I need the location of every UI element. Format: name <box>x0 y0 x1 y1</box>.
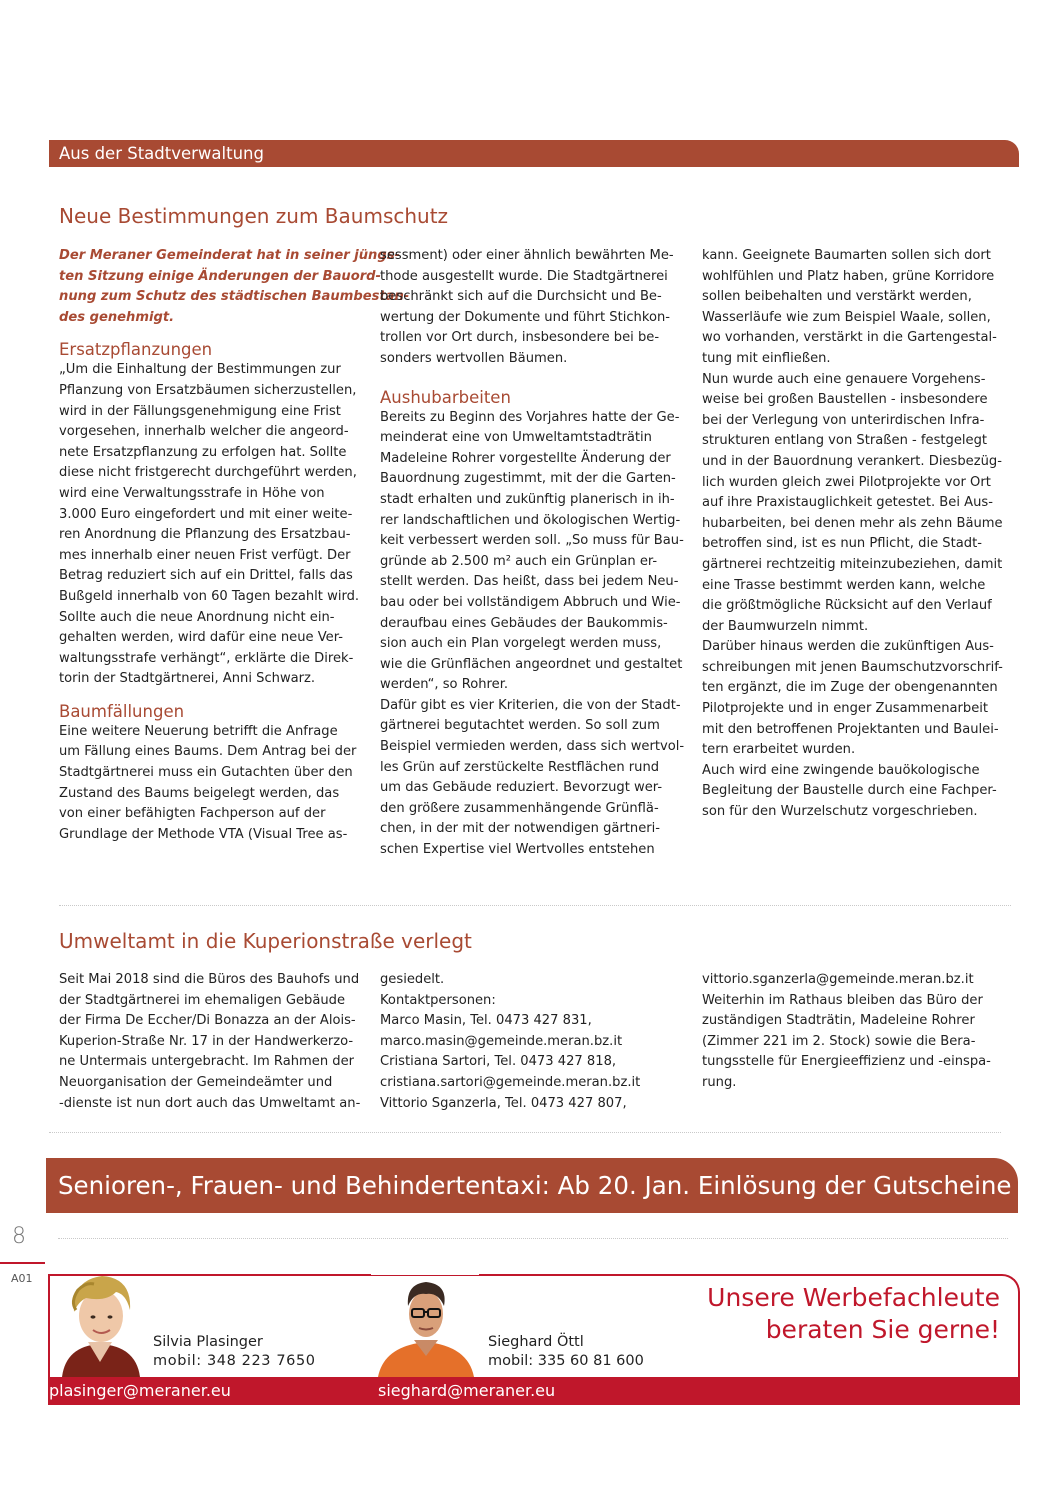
paragraph-ersatzpflanzungen <box>59 360 371 690</box>
subheading-ersatzpflanzungen: Ersatzpflanzungen <box>59 340 213 360</box>
text-line: Grundlage der Methode VTA (Visual Tree as- <box>59 826 348 842</box>
text-line: stadt erhalten und zukünftig planerisch in ih- <box>380 491 675 507</box>
text-line: Bereits zu Beginn des Vorjahres hatte der Ge- <box>380 409 680 425</box>
text-line: Darüber hinaus werden die zukünftigen Aus- <box>702 639 994 655</box>
text-line: tung mit einfließen. <box>702 350 831 366</box>
text-line: Marco Masin, Tel. 0473 427 831, <box>380 1013 592 1029</box>
text-line: deraufbau eines Gebäudes der Baukommis- <box>380 615 668 631</box>
text-line: nete Ersatzpflanzung zu erfolgen hat. Sollte <box>59 444 347 460</box>
text-line: Nun wurde auch eine genauere Vorgehens- <box>702 371 986 387</box>
ad-headline-line2: beraten Sie gerne! <box>765 1315 1000 1344</box>
text-line: Begleitung der Baustelle durch eine Fachper- <box>702 783 997 799</box>
text-line: Sollte auch die neue Anordnung nicht ein- <box>59 609 335 625</box>
text-line: ten Sitzung einige Änderungen der Bauord- <box>59 268 381 284</box>
text-line: wohlfühlen und Platz haben, grüne Korridore <box>702 268 995 284</box>
text-line: Bußgeld innerhalb von 60 Tagen bezahlt wird. <box>59 588 360 604</box>
paragraph-col3 <box>702 246 1014 823</box>
text-line: son für den Wurzelschutz vorgeschrieben. <box>702 804 978 820</box>
text-line: (Zimmer 221 im 2. Stock) sowie die Bera- <box>702 1033 976 1049</box>
text-line: vittorio.sganzerla@gemeinde.meran.bz.it <box>702 972 974 987</box>
article2-title: Umweltamt in die Kuperionstraße verlegt <box>59 929 472 953</box>
text-line: „Um die Einhaltung der Bestimmungen zur <box>59 362 341 378</box>
text-line: 3.000 Euro eingefordert und mit einer weite- <box>59 506 353 522</box>
text-line: Bauordnung zugestimmt, mit der die Garten- <box>380 471 676 487</box>
text-line: gärtnerei rechtzeitig miteinzubeziehen, damit <box>702 556 1003 572</box>
text-line: vorgesehen, innerhalb welcher die angeord- <box>59 424 349 440</box>
text-line: des genehmigt. <box>59 309 175 325</box>
portrait-silvia-plasinger <box>60 1272 142 1377</box>
text-line: auf ihre Praxistauglichkeit getestet. Bei Aus- <box>702 495 993 511</box>
article2-column-2 <box>380 970 692 1114</box>
text-line: Pilotprojekte und in enger Zusammenarbeit <box>702 701 989 717</box>
text-line: und in der Bauordnung verankert. Diesbezüg- <box>702 453 1002 469</box>
person1-name: Silvia Plasinger <box>153 1334 263 1350</box>
text-line: Zustand des Baums beigelegt werden, das <box>59 785 340 801</box>
ad-headline <box>640 1282 1000 1346</box>
article-column-2 <box>380 246 692 861</box>
page-code: A01 <box>11 1272 33 1285</box>
text-line: torin der Stadtgärtnerei, Anni Schwarz. <box>59 671 316 687</box>
text-line: thode ausgestellt wurde. Die Stadtgärtnerei <box>380 268 668 284</box>
text-line: cristiana.sartori@gemeinde.meran.bz.it <box>380 1074 641 1090</box>
paragraph-baumfaellungen <box>59 722 371 846</box>
article-column-3 <box>702 246 1014 823</box>
text-line: nung zum Schutz des städtischen Baumbestan- <box>59 289 410 305</box>
banner-text: Senioren-, Frauen- und Behindertentaxi: Ab 20. Jan. Einlösung der Gutscheine <box>58 1171 1012 1200</box>
divider-3 <box>58 1238 1008 1239</box>
article2-paragraph-3 <box>702 970 1014 1094</box>
text-line: Cristiana Sartori, Tel. 0473 427 818, <box>380 1054 617 1070</box>
text-line: Eine weitere Neuerung betrifft die Anfrage <box>59 723 338 739</box>
text-line: von einer befähigten Fachperson auf der <box>59 806 326 822</box>
article-title: Neue Bestimmungen zum Baumschutz <box>59 204 449 228</box>
text-line: Pflanzung von Ersatzbäumen sicherzustellen, <box>59 382 357 398</box>
text-line: der Baumwurzeln nimmt. <box>702 618 869 634</box>
text-line: lich wurden gleich zwei Pilotprojekte vor Ort <box>702 474 991 490</box>
subheading-aushubarbeiten: Aushubarbeiten <box>380 387 511 407</box>
text-line: keit verbessert werden soll. „So muss für Bau- <box>380 533 684 549</box>
text-line: die größtmögliche Rücksicht auf den Verlauf <box>702 598 992 614</box>
text-line: weise bei großen Baustellen - insbesondere <box>702 392 988 408</box>
text-line: wertung der Dokumente und führt Stichkon- <box>380 309 670 325</box>
text-line: bau oder bei vollständigem Abbruch und Wie- <box>380 594 681 610</box>
page-number: 8 <box>12 1224 26 1249</box>
text-line: diese nicht fristgerecht durchgeführt werden, <box>59 465 357 481</box>
article-lead <box>59 246 410 328</box>
article-column-1 <box>59 246 410 845</box>
person1-phone: mobil: 348 223 7650 <box>153 1353 316 1369</box>
section-header <box>49 140 1019 167</box>
text-line: um das Gebäude reduziert. Bevorzugt wer- <box>380 780 663 796</box>
text-line: gründe ab 2.500 m² auch ein Grünplan er- <box>380 553 658 569</box>
text-line: strukturen entlang von Straßen - festgelegt <box>702 433 988 449</box>
text-line: Kuperion-Straße Nr. 17 in der Handwerkerzo- <box>59 1033 354 1049</box>
text-line: betroffen sind, ist es nun Pflicht, die Stadt- <box>702 536 982 552</box>
text-line: Der Meraner Gemeinderat hat in seiner jüngs- <box>59 248 400 263</box>
divider <box>59 905 1011 906</box>
text-line: der Stadtgärtnerei im ehemaligen Gebäude <box>59 992 346 1008</box>
text-line: Kontaktpersonen: <box>380 992 496 1008</box>
person2-email[interactable]: sieghard@meraner.eu <box>378 1381 556 1400</box>
article2-column-3 <box>702 970 1014 1094</box>
text-line: sion auch ein Plan vorgelegt werden muss, <box>380 636 662 652</box>
text-line: les Grün auf zerstückelte Restflächen rund <box>380 759 660 775</box>
text-line: sollen beibehalten und verstärkt werden, <box>702 289 972 305</box>
ad-box-gap <box>371 1272 479 1275</box>
text-line: Seit Mai 2018 sind die Büros des Bauhofs und <box>59 972 360 987</box>
article2-paragraph-1 <box>59 970 371 1114</box>
text-line: Stadtgärtnerei muss ein Gutachten über den <box>59 765 353 781</box>
text-line: gärtnerei begutachtet werden. So soll zum <box>380 718 660 734</box>
article2-paragraph-2 <box>380 970 692 1114</box>
page-number-rule <box>0 1262 45 1264</box>
text-line: trollen vor Ort durch, insbesondere bei be- <box>380 330 660 346</box>
paragraph-col2-top <box>380 246 692 370</box>
text-line: Vittorio Sganzerla, Tel. 0473 427 807, <box>380 1095 627 1111</box>
text-line: waltungsstrafe verhängt“, erklärte die Direk- <box>59 650 354 666</box>
text-line: werden“, so Rohrer. <box>380 677 509 693</box>
text-line: wird eine Verwaltungsstrafe in Höhe von <box>59 485 325 501</box>
person2-phone: mobil: 335 60 81 600 <box>488 1353 644 1369</box>
text-line: kann. Geeignete Baumarten sollen sich dort <box>702 248 991 263</box>
article2-column-1 <box>59 970 371 1114</box>
text-line: Weiterhin im Rathaus bleiben das Büro der <box>702 992 983 1008</box>
text-line: sessment) oder einer ähnlich bewährten Me- <box>380 248 674 263</box>
text-line: schreibungen mit jenen Baumschutzvorschrif- <box>702 659 1003 675</box>
text-line: mes innerhalb einer neuen Frist verfügt. Der <box>59 547 351 563</box>
text-line: Neuorganisation der Gemeindeämter und <box>59 1074 333 1090</box>
text-line: chen, in der mit der notwendigen gärtneri- <box>380 821 661 837</box>
paragraph-aushubarbeiten <box>380 408 692 861</box>
text-line: tungsstelle für Energieeffizienz und -einspa- <box>702 1054 991 1070</box>
text-line: Dafür gibt es vier Kriterien, die von der Stadt- <box>380 697 681 713</box>
text-line: marco.masin@gemeinde.meran.bz.it <box>380 1033 623 1049</box>
text-line: der Firma De Eccher/Di Bonazza an der Alois- <box>59 1013 356 1029</box>
text-line: mit den betroffenen Projektanten und Baulei- <box>702 721 999 737</box>
text-line: rung. <box>702 1074 737 1090</box>
text-line: schen Expertise viel Wertvolles entstehen <box>380 842 655 858</box>
text-line: sonders wertvollen Bäumen. <box>380 350 568 366</box>
text-line: stellt werden. Das heißt, dass bei jedem Neu- <box>380 574 679 590</box>
text-line: meinderat eine von Umweltamtstadträtin <box>380 430 652 446</box>
text-line: -dienste ist nun dort auch das Umweltamt an- <box>59 1095 361 1111</box>
text-line: tern erarbeitet wurden. <box>702 742 856 758</box>
text-line: Beispiel vermieden werden, dass sich wertvol- <box>380 739 685 755</box>
text-line: Auch wird eine zwingende bauökologische <box>702 762 980 778</box>
divider-2 <box>49 1132 1001 1133</box>
text-line: rer landschaftlichen und ökologischen Wertig- <box>380 512 681 528</box>
text-line: hubarbeiten, bei denen mehr als zehn Bäume <box>702 515 1003 531</box>
text-line: wird in der Fällungsgenehmigung eine Frist <box>59 403 341 419</box>
text-line: wo vorhanden, verstärkt in die Gartengestal- <box>702 330 997 346</box>
text-line: gehalten werden, wird dafür eine neue Ver- <box>59 630 343 646</box>
text-line: beschränkt sich auf die Durchsicht und Be- <box>380 289 662 305</box>
taxi-banner <box>46 1158 1018 1213</box>
text-line: ten ergänzt, die im Zuge der obengenannten <box>702 680 998 696</box>
text-line: um Fällung eines Baums. Dem Antrag bei der <box>59 744 357 760</box>
text-line: Madeleine Rohrer vorgestellte Änderung der <box>380 450 671 466</box>
text-line: ne Untermais untergebracht. Im Rahmen der <box>59 1054 355 1070</box>
text-line: gesiedelt. <box>380 972 445 987</box>
text-line: den größere zusammenhängende Grünflä- <box>380 800 659 816</box>
text-line: Betrag reduziert sich auf ein Drittel, falls das <box>59 568 353 584</box>
portrait-sieghard-oettl <box>378 1276 474 1377</box>
person2-name: Sieghard Öttl <box>488 1334 584 1350</box>
text-line: wie die Grünflächen angeordnet und gestaltet <box>380 656 683 672</box>
subheading-baumfaellungen: Baumfällungen <box>59 701 185 721</box>
text-line: Wasserläufe wie zum Beispiel Waale, sollen, <box>702 309 991 325</box>
text-line: ren Anordnung die Pflanzung des Ersatzbau- <box>59 527 351 543</box>
text-line: bei der Verlegung von unterirdischen Infra- <box>702 412 985 428</box>
text-line: eine Trasse bestimmt werden kann, welche <box>702 577 986 593</box>
person1-email[interactable]: plasinger@meraner.eu <box>49 1381 231 1400</box>
text-line: zuständigen Stadträtin, Madeleine Rohrer <box>702 1013 975 1029</box>
section-label: Aus der Stadtverwaltung <box>59 144 264 163</box>
ad-headline-line1: Unsere Werbefachleute <box>707 1283 1000 1312</box>
